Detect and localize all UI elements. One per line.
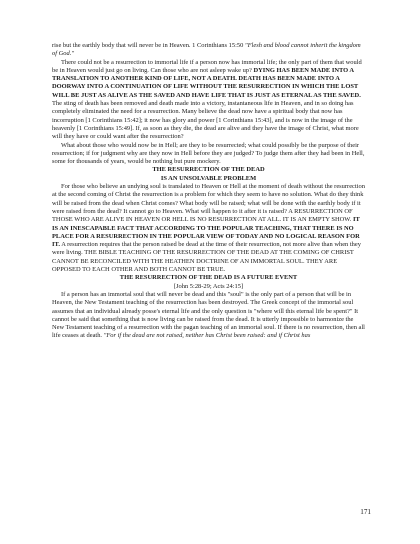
heading-line: THE RESURRECTION OF THE DEAD [152, 166, 265, 174]
section-heading-1 [52, 166, 365, 183]
paragraph-text: A resurrection requires that the person raised be dead at the time of their resurrection, not more alive than when they were living. THE BIBLE TEACHING OF THE RESURRECTION OF THE DEAD AT THE COMING OF CHRIST CANNOT BE RECONCILED WITH THE HEATHEN DOCTRINE OF AN IMMORTAL SOUL. THEY ARE OPPOSED TO EACH OTHER AND BOTH CANNOT BE TRUE. [52, 241, 361, 274]
emphasis-text: DYING HAS BEEN MADE INTO A TRANSLATION TO ANOTHER KIND OF LIFE, NOT A DEATH. DEATH HAS BEEN MADE INTO A DOORWAY INTO A CONTINUATION OF LIFE WITHOUT THE RESURRECTION IN WHICH THE LOST WILL BE JUST AS ALIVE AS THE SAVED AND HAVE LIFE THAT IS JUST AS ETERNAL AS THE SAVED. [52, 66, 361, 99]
heading-line: IS AN UNSOLVABLE PROBLEM [160, 174, 257, 182]
paragraph-5 [52, 291, 365, 341]
paragraph-2 [52, 59, 365, 142]
paragraph-3: What about those who would now be in Hell; are they to be resurrected; what could possibly be the purpose of their resurrection; if for judgment why are they now in Hell before they are judged? To judge them after they had been in Hell, some for thousands of years, would be nothing but pure mockery. [52, 141, 365, 166]
paragraph-text: rise but the earthly body that will never be in Heaven. 1 Corinthians 15:50 [52, 42, 245, 49]
paragraph-text: The sting of death has been removed and death made into a victory, instantaneous life in Heaven, and in so doing has completely eliminated the need for a resurrection. Many believe the dead now have a spiritual body that now has incorruption [1 Corinthians 15:42]; it now has glory and power [1 Corinthians 15:43], and is now in the image of the heavenly [1 Corinthians 15:49]. If, as soon as they die, the dead are alive and they have the image of Christ, what more will they have or could want after the resurrection? [52, 100, 359, 141]
paragraph-text: For those who believe an undying soul is translated to Heaven or Hell at the moment of death without the resurrection at the second coming of Christ the resurrection is a problem for which they seem to have no solution. What do they think will be raised from the dead when Christ comes? What body will be raised; what will be done with the earthly body if it were raised from the dead? It cannot go to Heaven. What will happen to it after it is raised? A RESURRECTION OF THOSE WHO ARE ALIVE IN HEAVEN OR HELL IS NO RESURRECTION AT ALL. IT IS AN EMPTY SHOW. [52, 183, 365, 224]
scripture-quote: "Flesh and blood cannot inherit the kingdom of God." [52, 42, 361, 58]
paragraph-4 [52, 183, 365, 274]
page-number: 171 [360, 508, 371, 516]
section-heading-2: THE RESURRECTION OF THE DEAD IS A FUTURE EVENT [119, 274, 298, 282]
scripture-reference: [John 5:28-29; Acts 24:15] [173, 282, 244, 290]
paragraph-text: There could not be a resurrection to immortal life if a person now has immortal life; the only part of them that would be in Heaven would just go on living. Can those who are not asleep wake up? [52, 58, 362, 74]
paragraph-1 [52, 42, 365, 59]
scripture-quote: "For if the dead are not raised, neither has Christ been raised: and if Christ has [103, 332, 311, 340]
page-body [52, 42, 365, 341]
emphasis-text: IT IS AN INESCAPABLE FACT THAT ACCORDING TO THE POPULAR TEACHING, THAT THERE IS NO PLACE FOR A RESURRECTION IN THE POPULAR VIEW OF TODAY AND NO LOGICAL REASON FOR IT. [52, 216, 360, 249]
paragraph-text: If a person has an immortal soul that will never be dead and this "soul" is the only part of a person that will be in Heaven, the New Testament teaching of the resurrection has been destroyed. The Greek concept of the immortal soul assumes that an individual already posse's eternal life and the only question is "where will this eternal life be spent?" It cannot be said that something that is now living can be raised from the dead. It is utterly impossible to harmonize the New Testament teaching of a resurrection with the pagan teaching of an immortal soul. If there is no resurrection, then all life ceases at death. [52, 290, 365, 340]
